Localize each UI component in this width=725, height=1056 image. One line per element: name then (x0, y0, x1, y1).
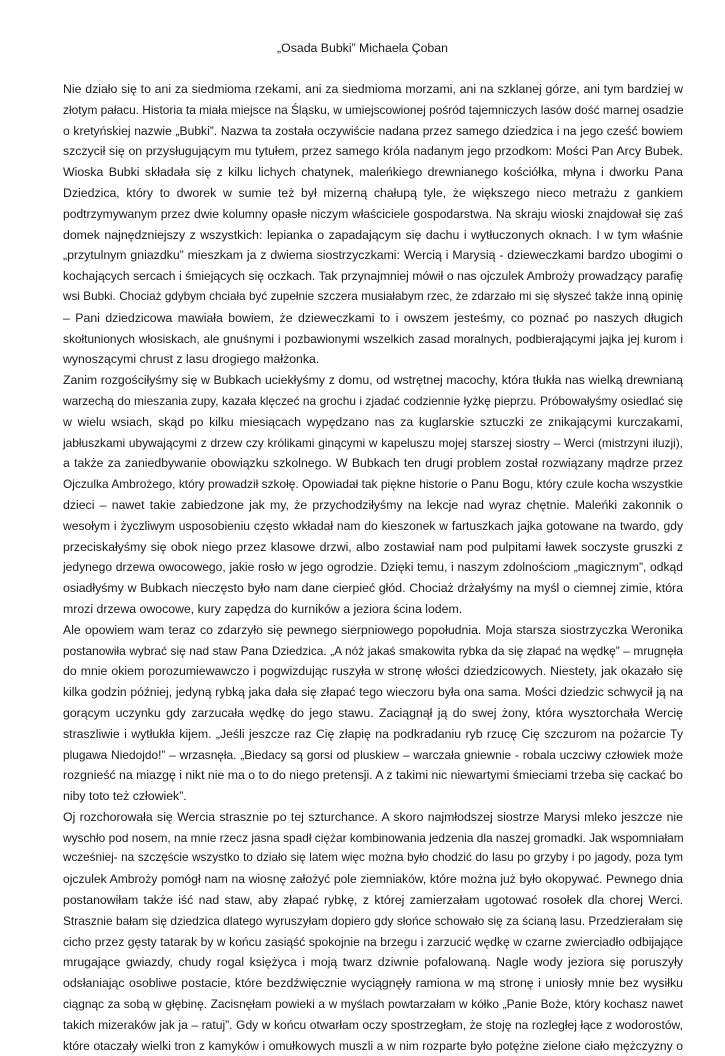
text-line: Strasznie bałam się dziedzica dlatego wyruszyłam dopiero gdy słońce schowało się za ścianą lasu. Przedzierałam się (63, 913, 683, 928)
document-title: „Osada Bubki” Michaela Çoban (277, 41, 448, 55)
text-line: domek najnędzniejszy z wszystkich: lepianka o zapadającym się dachu i wytłuczonych oknach. I w tym właśnie (63, 227, 683, 242)
text-line: niby toto też człowiek”. (63, 789, 187, 804)
text-line: Ale opowiem wam teraz co zdarzyło się pewnego sierpniowego popołudnia. Moja starsza siostrzyczka Weronika (63, 622, 683, 637)
text-line: Dziedzica, który to dworek w sumie też był mizerną chałupą tyle, że większego nieco metrażu z gankiem (63, 185, 683, 200)
text-line: kochających sercach i śmiejących się oczkach. Tak przynajmniej mówił o nas ojczulek Ambroży prowadzący parafię (63, 269, 683, 284)
text-line: straszliwie i wytłukła kijem. „Jeśli jeszcze raz Cię złapię na podkradaniu ryb rzucę Cię szczurom na pożarcie Ty (63, 726, 683, 741)
text-line: podtrzymywanym przez dwie kolumny opasłe niczym właściciele gospodarstwa. Na skraju wioski znajdował się zaś (63, 206, 683, 221)
text-line: mrugające gwiazdy, chudy rogal księżyca i moją twarz dziwnie pofalowaną. Nagle wody jeziora się poruszyły (63, 955, 683, 970)
text-line: gorącym uczynku gdy zarzucała wędkę do jego stawu. Zaciągnął ją do swej żony, która wysztorchała Wercię (63, 705, 683, 720)
text-line: mrozi drzewa owocowe, kury zapędza do kurników a jeziora ścina lodem. (63, 601, 463, 616)
text-line: kilka godzin później, jedyną rybką jaka dała się złapać tego wieczoru była ona sama. Mości dziedzic schwycił ją na (63, 685, 683, 700)
text-line: osiadłyśmy w Bubkach nieczęsto było nam dane cierpieć głód. Chociaż drżałyśmy na myśl o ciemnej zimie, która (63, 581, 683, 596)
text-line: o kretyńskiej nazwie „Bubki”. Nazwa ta została oczywiście nadana przez samego dziedzica i na jego cześć bowiem (63, 123, 683, 138)
text-line: wyschło pod nosem, na mnie rzecz jasna spadł ciężar kombinowania jedzenia dla naszej gromadki. Jak wspomniałam (63, 830, 684, 845)
text-line: postanowiłam także iść nad staw, aby złapać rybkę, z której zamierzałam ugotować rosołek dla chorej Werci. (63, 893, 683, 908)
text-line: – Pani dziedzicowa mawiała bowiem, że dzieweczkami to i owszem jesteśmy, co poznać po naszych długich (63, 310, 683, 325)
text-line: szczycił się on przysługującym mu tytułem, przez samego króla nadanym jego przodkom: Mości Pan Arcy Bubek. (63, 144, 683, 159)
text-line: „przytulnym gniazdku” mieszkam ja z dwiema siostrzyczkami: Wercią i Marysią - dzieweczkami bardzo ubogimi o (63, 248, 683, 263)
text-line: ciągnąc za sobą w głębinę. Zacisnęłam powieki a w myślach powtarzałam w kółko „Panie Boże, który kochasz nawet (63, 997, 683, 1012)
text-line: Wioska Bubki składała się z kilku lichych chatynek, maleńkiego drewnianego kościółka, młyna i dworku Pana (63, 165, 683, 180)
text-line: warzechą do mieszania zupy, kazała klęczeć na grochu i zjadać codziennie łyżkę pieprzu. Próbowałyśmy osiedlać się (63, 393, 683, 408)
document-body (63, 79, 683, 1056)
text-line: jedynego drzewa owocowego, jakie rosło w jego ogrodzie. Dzięki temu, i naszym zdolnościom „magicznym”, odkąd (63, 560, 683, 575)
text-line: Oj rozchorowała się Wercia strasznie po tej szturchance. A skoro najmłodszej siostrze Marysi mleko jeszcze nie (63, 809, 683, 824)
text-line: które otaczały wielki tron z kamyków i omułkowych muszli a w nim rozparte było potężne zielone ciało mężczyzny o (63, 1038, 683, 1053)
text-line: rozgnieść na miazgę i nikt nie ma o to do niego pretensji. A z takimi nic niewartymi śmieciami trzeba się cackać bo (63, 768, 683, 783)
text-line: postanowiła wybrać się nad staw Pana Dziedzica. „A nóż jakaś smakowita rybka da się złapać na wędkę” – mrugnęła (63, 643, 683, 658)
text-line: wcześniej- na szczęście wszystko to działo się latem więc można było chodzić do lasu po grzyby i po jagody, poza tym (63, 851, 683, 865)
text-line: dzieci – nawet takie zabiedzone jak my, że przychodziłyśmy na lekcje nad wyraz chętnie. Maleńki zakonnik o (63, 497, 683, 512)
text-line: skołtunionych włosiskach, ale gnuśnymi i pozbawionymi wszelkich zasad moralnych, podbierającymi jajka jej kurom i (63, 331, 683, 346)
text-line: w wielu wsiach, skąd po kilku miesiącach wypędzano nas za kuglarskie sztuczki ze znikającymi kurczakami, (63, 414, 683, 429)
text-line: Ojczulka Ambrożego, który prowadził szkołę. Opowiadał tak piękne historie o Panu Bogu, który czule kocha wszystkie (63, 477, 683, 492)
text-line: a także za zaniedbywanie obowiązku szkolnego. W Bubkach ten drugi problem został rozwiązany mądrze przez (63, 456, 683, 471)
text-line: wsi Bubki. Chociaż gdybym chciała być zupełnie szczera musiałabym rzec, że zdarzało mi się słyszeć także inną opinię (63, 289, 683, 303)
text-line: przeciskałyśmy się obok niego przez klasowe drzwi, albo zostawiał nam pod pulpitami ławek soczyste gruszki z (63, 539, 683, 554)
text-line: do mnie okiem porozumiewawczo i pogwizdując ruszyła w stronę włości dziedzicowych. Niestety, jak okazało się (63, 664, 683, 679)
text-line: plugawa Niedojdo!” – wrzasnęła. „Biedacy są gorsi od pluskiew – warczała gniewnie - robala uczciwy człowiek może (63, 747, 683, 762)
text-line: wynoszącymi chrust z lasu drogiego małżonka. (63, 352, 320, 367)
text-line: Nie działo się to ani za siedmioma rzekami, ani za siedmioma morzami, ani na szklanej górze, ani tym bardziej w (63, 82, 683, 96)
text-line: wesołym i życzliwym usposobieniu często wkładał nam do kieszonek w fartuszkach jajka gotowane na twardo, gdy (63, 518, 683, 533)
text-line: złotym pałacu. Historia ta miała miejsce na Śląsku, w umiejscowionej pośród tajemniczych lasów dość marnej osadzie (63, 102, 684, 117)
text-line: cicho przez gęsty tatarak by w końcu zasiąść spokojnie na brzegu i zarzucić wędkę w czarne zwierciadło odbijające (63, 934, 683, 949)
text-line: takich mizeraków jak ja – ratuj”. Gdy w końcu otwarłam oczy spostrzegłam, że stoję na rozległej łące z wodorostów, (63, 1017, 683, 1032)
text-line: Zanim rozgościłyśmy się w Bubkach uciekłyśmy z domu, od wstrętnej macochy, która tłukła nas wielką drewnianą (63, 373, 683, 388)
text-line: odsłaniając osobliwe postacie, które bezdźwięcznie wyciągnęły ramiona w mą stronę i uniosły mnie bez wysiłku (63, 976, 683, 991)
text-line: jabłuszkami ubywającymi z drzew czy królikami ginącymi w kapeluszu mojej starszej siostry – Werci (mistrzyni iluzji), (63, 435, 683, 450)
text-line: ojczulek Ambroży pomógł nam na wiosnę założyć pole ziemniaków, które można już było okopywać. Pewnego dnia (63, 872, 683, 887)
